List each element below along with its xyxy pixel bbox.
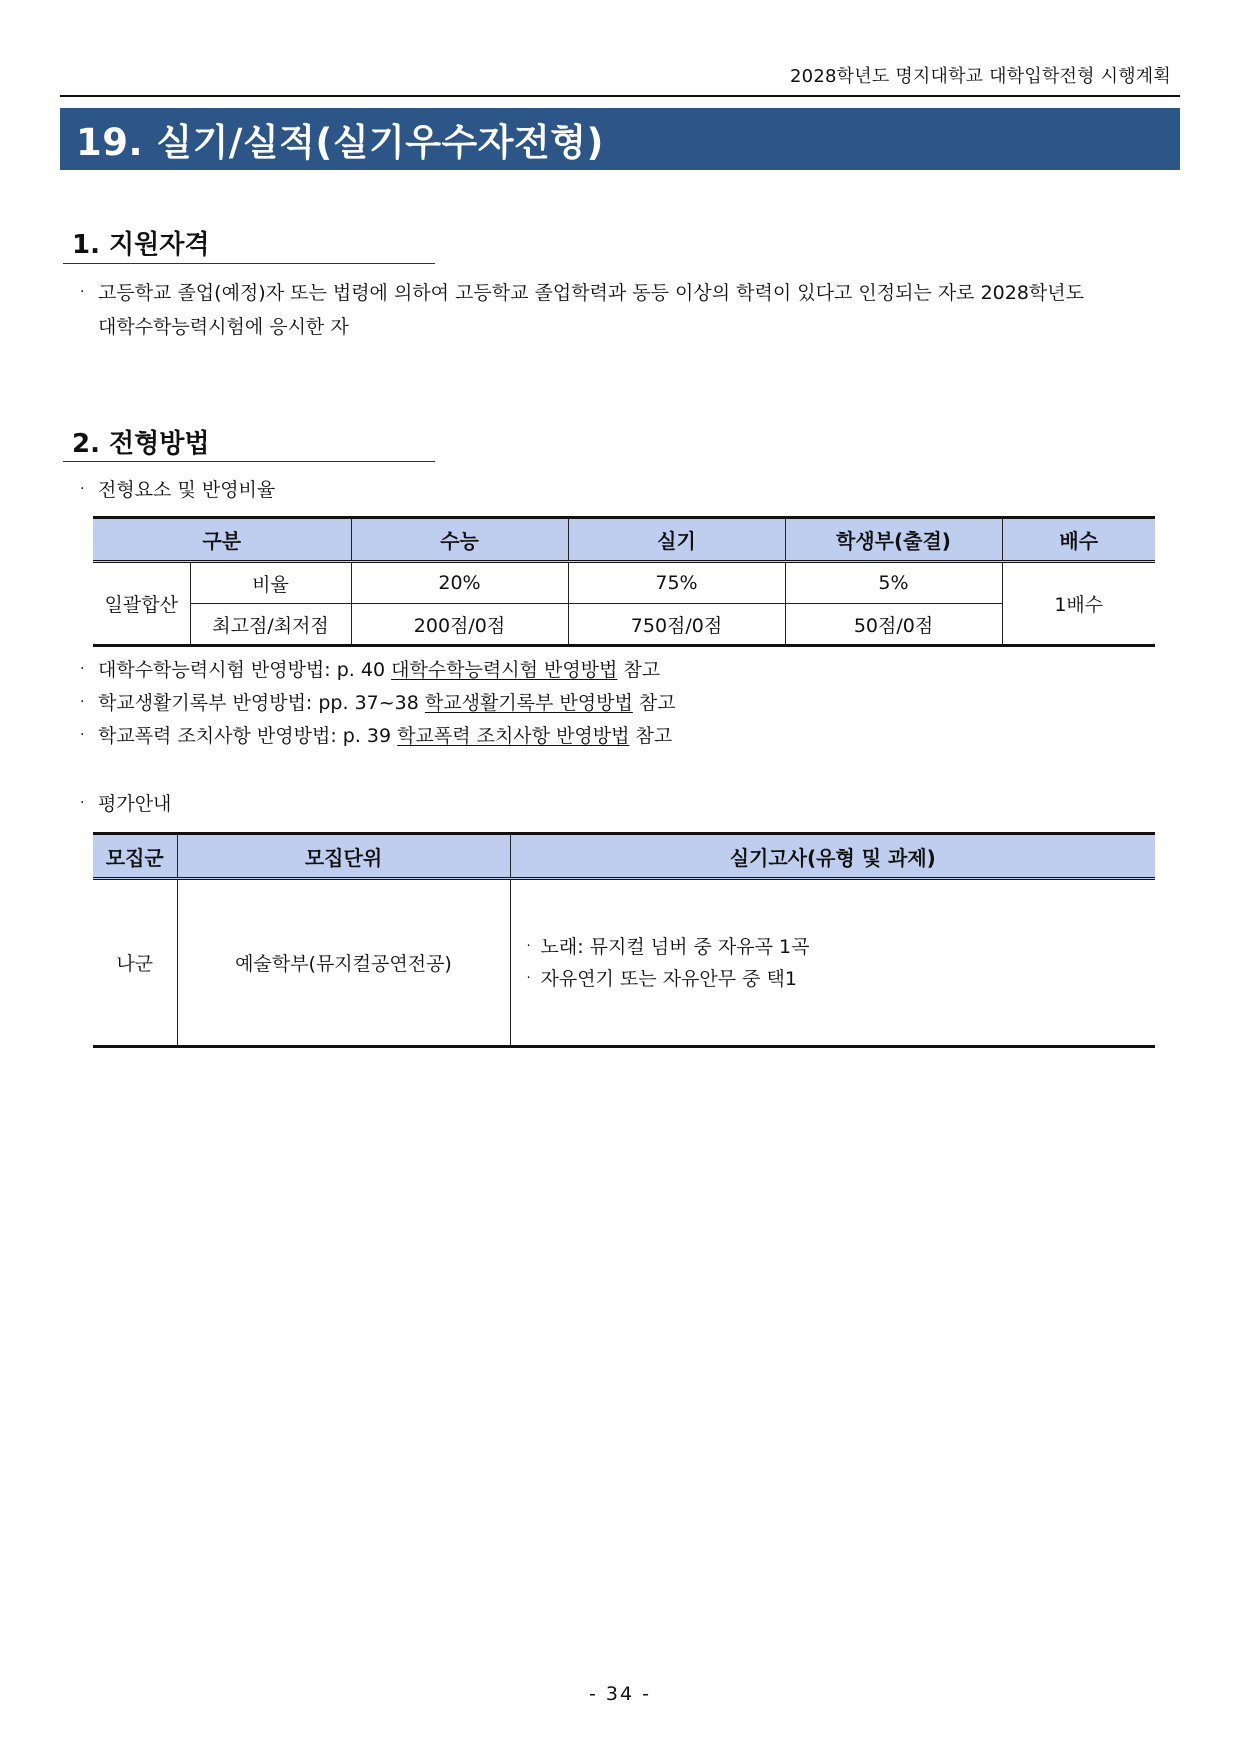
- bullet-dot: ·: [80, 661, 85, 677]
- exam-item-text: 자유연기 또는 자유안무 중 택1: [540, 967, 797, 990]
- ratio-table-header: [93, 518, 1155, 562]
- header-silgi: 실기: [568, 518, 785, 562]
- note-school-violence: [80, 718, 672, 753]
- note-suneung: [80, 652, 660, 687]
- header-multiple: 배수: [1002, 518, 1155, 562]
- eval-label: [80, 786, 171, 821]
- ratio-table: [93, 516, 1155, 647]
- silgi-ratio: 75%: [568, 562, 785, 604]
- suneung-ratio: 20%: [351, 562, 568, 604]
- header-recruit-group: 모집군: [93, 834, 177, 879]
- bullet-dot: ·: [80, 481, 85, 497]
- bullet-dot: ·: [526, 938, 531, 954]
- header-category: 구분: [93, 518, 351, 562]
- title-bar: [60, 108, 1180, 170]
- student-score: 50점/0점: [785, 604, 1002, 646]
- ratio-label-text: 전형요소 및 반영비율: [98, 479, 276, 501]
- page-title: 19. 실기/실적(실기우수자전형): [76, 121, 604, 164]
- note-prefix: 학교생활기록부 반영방법: pp. 37~38: [98, 692, 419, 714]
- table-row: [93, 604, 1155, 646]
- ratio-label: [80, 472, 275, 507]
- table-row: [93, 562, 1155, 604]
- note-suffix: 참고: [638, 692, 676, 714]
- list-item: [527, 931, 1156, 963]
- suneung-score: 200점/0점: [351, 604, 568, 646]
- note-link[interactable]: 학교폭력 조치사항 반영방법: [397, 725, 630, 747]
- eval-label-text: 평가안내: [98, 793, 172, 815]
- eligibility-line-1: 고등학교 졸업(예정)자 또는 법령에 의하여 고등학교 졸업학력과 동등 이상의 학력이 있다고 인정되는 자로 2028학년도: [98, 282, 1084, 304]
- note-suffix: 참고: [623, 659, 661, 681]
- bullet-dot: ·: [526, 970, 531, 986]
- note-prefix: 학교폭력 조치사항 반영방법: p. 39: [98, 725, 392, 747]
- note-suffix: 참고: [635, 725, 673, 747]
- header-recruit-unit: 모집단위: [177, 834, 510, 879]
- note-student-record: [80, 685, 676, 720]
- section-rule: [63, 461, 435, 462]
- bullet-dot: ·: [80, 795, 85, 811]
- page-number: - 34 -: [589, 1683, 651, 1705]
- recruit-unit-cell: 예술학부(뮤지컬공연전공): [177, 879, 510, 1047]
- section-rule: [63, 263, 435, 264]
- row-label: 최고점/최저점: [190, 604, 351, 646]
- note-link[interactable]: 대학수학능력시험 반영방법: [391, 659, 618, 681]
- eligibility-text: [80, 275, 1195, 344]
- eval-table: [93, 832, 1155, 1048]
- row-label: 비율: [190, 562, 351, 604]
- silgi-score: 750점/0점: [568, 604, 785, 646]
- bullet-dot: ·: [80, 727, 85, 743]
- note-link[interactable]: 학교생활기록부 반영방법: [424, 692, 633, 714]
- table-row: [93, 879, 1155, 1047]
- section-heading-method: 2. 전형방법: [72, 429, 210, 459]
- header-rule: [60, 95, 1180, 97]
- exam-item-text: 노래: 뮤지컬 넘버 중 자유곡 1곡: [540, 935, 810, 958]
- eligibility-line-2: 대학수학능력시험에 응시한 자: [98, 316, 349, 338]
- header-suneung: 수능: [351, 518, 568, 562]
- eval-table-header: [93, 834, 1155, 879]
- running-header: 2028학년도 명지대학교 대학입학전형 시행계획: [790, 66, 1171, 87]
- student-ratio: 5%: [785, 562, 1002, 604]
- header-student-record: 학생부(출결): [785, 518, 1002, 562]
- practical-exam-cell: [510, 879, 1155, 1047]
- list-item: [527, 963, 1156, 995]
- header-practical-exam: 실기고사(유형 및 과제): [510, 834, 1155, 879]
- bullet-dot: ·: [80, 694, 85, 710]
- section-heading-eligibility: 1. 지원자격: [72, 230, 210, 260]
- bullet-dot: ·: [80, 284, 85, 300]
- note-prefix: 대학수학능력시험 반영방법: p. 40: [98, 659, 386, 681]
- group-cell: 일괄합산: [93, 562, 190, 646]
- multiple-cell: 1배수: [1002, 562, 1155, 646]
- recruit-group-cell: 나군: [93, 879, 177, 1047]
